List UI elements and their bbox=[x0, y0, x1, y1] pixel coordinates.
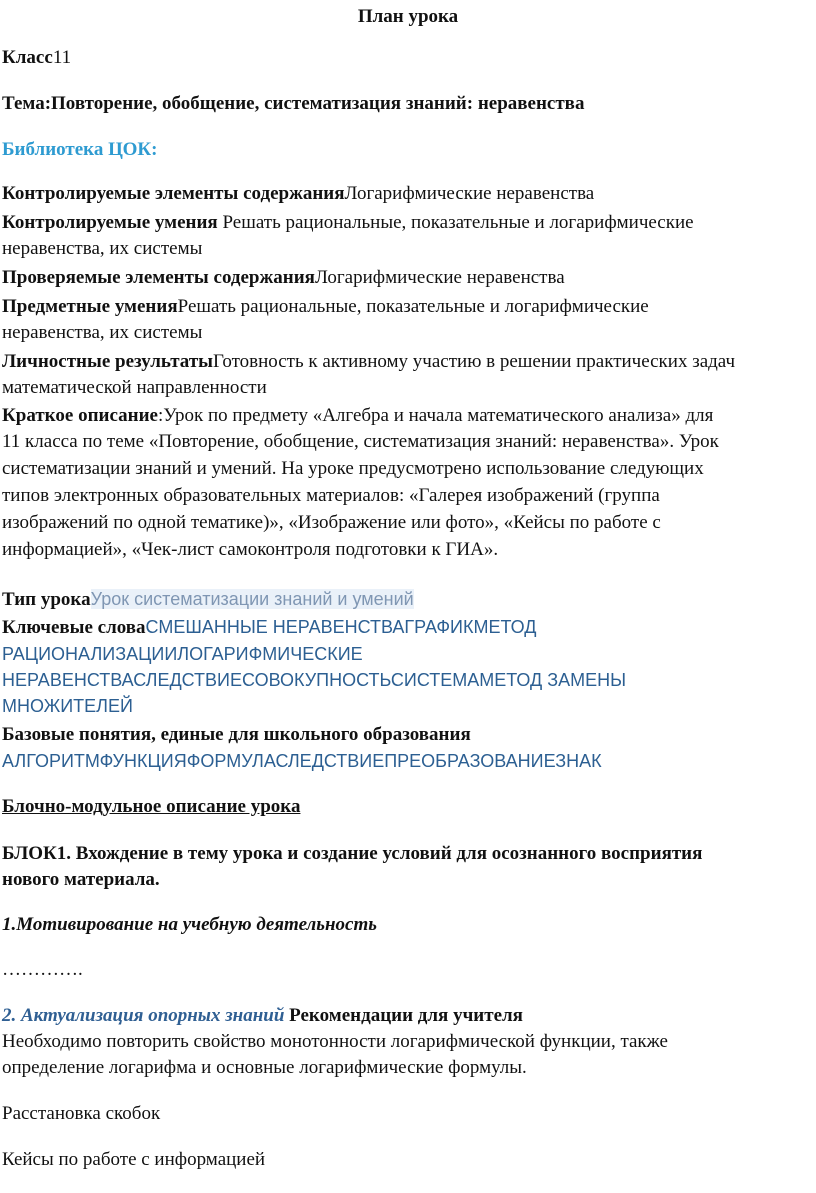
brief-text-3: систематизации знаний и умений. На уроке предусмотрено использование следующих bbox=[2, 458, 704, 479]
brackets-text: Расстановка скобок bbox=[2, 1103, 161, 1124]
controlled-skills-value-1: Решать рациональные, показательные и логарифмические bbox=[222, 212, 694, 233]
brief-line-1 bbox=[2, 403, 713, 429]
brief-text-2: 11 класса по теме «Повторение, обобщение, систематизация знаний: неравенства». Урок bbox=[2, 431, 719, 452]
teacher-rec-text-1: Необходимо повторить свойство монотонности логарифмической функции, также bbox=[2, 1031, 668, 1052]
teacher-rec-text-2: определение логарифма и основные логарифмические формулы. bbox=[2, 1057, 527, 1078]
lesson-type-line bbox=[2, 586, 414, 613]
subject-skills-value-2: неравенства, их системы bbox=[2, 322, 203, 343]
topic-label: Тема: bbox=[2, 93, 52, 114]
brief-text-1: Урок по предмету «Алгебра и начала математического анализа» для bbox=[163, 405, 714, 426]
class-label: Класс bbox=[2, 47, 53, 68]
block1-line-2: нового материала. bbox=[2, 869, 160, 890]
controlled-skills-label: Контролируемые умения bbox=[2, 212, 218, 233]
controlled-skills-line bbox=[2, 210, 694, 236]
subject-skills-line bbox=[2, 294, 649, 320]
brief-text-5: изображений по одной тематике)», «Изображение или фото», «Кейсы по работе с bbox=[2, 512, 661, 533]
teacher-rec-label: Рекомендации для учителя bbox=[289, 1005, 523, 1026]
lesson-type-label: Тип урока bbox=[2, 589, 91, 610]
brief-colon: : bbox=[157, 405, 164, 426]
controlled-skills-value-2: неравенства, их системы bbox=[2, 238, 203, 259]
brief-label: Краткое описание bbox=[2, 405, 158, 426]
module-heading: Блочно-модульное описание урока bbox=[2, 796, 301, 817]
keywords-label: Ключевые слова bbox=[2, 617, 146, 638]
page-title: План урока bbox=[357, 6, 459, 27]
brief-text-4: типов электронных образовательных материалов: «Галерея изображений (группа bbox=[2, 485, 660, 506]
base-concepts-label: Базовые понятия, единые для школьного образования bbox=[2, 724, 471, 745]
topic-value: Повторение, обобщение, систематизация знаний: неравенства bbox=[51, 93, 585, 114]
checked-elements-line bbox=[2, 265, 565, 291]
brief-text-6: информацией», «Чек-лист самоконтроля подготовки к ГИА». bbox=[2, 539, 499, 560]
actualization-heading: 2. Актуализация опорных знаний bbox=[2, 1005, 285, 1026]
keywords-text-2: РАЦИОНАЛИЗАЦИИЛОГАРИФМИЧЕСКИЕ bbox=[2, 644, 363, 664]
personal-results-value-1: Готовность к активному участию в решении практических задач bbox=[213, 351, 736, 372]
keywords-text-4: МНОЖИТЕЛЕЙ bbox=[2, 696, 133, 716]
keywords-line-1 bbox=[2, 614, 536, 641]
motivation-heading: 1.Мотивирование на учебную деятельность bbox=[2, 914, 377, 935]
keywords-text-3: НЕРАВЕНСТВАСЛЕДСТВИЕСОВОКУПНОСТЬСИСТЕМАМЕТОД ЗАМЕНЫ bbox=[2, 670, 627, 690]
base-concepts-value: АЛГОРИТМФУНКЦИЯФОРМУЛАСЛЕДСТВИЕПРЕОБРАЗОВАНИЕЗНАК bbox=[2, 751, 602, 771]
personal-results-line bbox=[2, 349, 735, 375]
checked-elements-value: Логарифмические неравенства bbox=[314, 267, 565, 288]
personal-results-value-2: математической направленности bbox=[2, 377, 267, 398]
ellipsis-text: …………. bbox=[2, 959, 83, 980]
controlled-elements-value: Логарифмические неравенства bbox=[344, 183, 595, 204]
cases-text: Кейсы по работе с информацией bbox=[2, 1149, 266, 1170]
keywords-text-1: СМЕШАННЫЕ НЕРАВЕНСТВАГРАФИКМЕТОД bbox=[145, 617, 537, 637]
lesson-type-value: Урок систематизации знаний и умений bbox=[90, 589, 414, 609]
library-link[interactable]: Библиотека ЦОК: bbox=[2, 139, 158, 160]
actualization-line bbox=[2, 1003, 523, 1029]
topic-line bbox=[2, 91, 584, 117]
subject-skills-value-1: Решать рациональные, показательные и логарифмические bbox=[177, 296, 649, 317]
class-line bbox=[2, 45, 71, 71]
class-value: 11 bbox=[52, 47, 72, 68]
block1-line-1: БЛОК1. Вхождение в тему урока и создание условий для осознанного восприятия bbox=[2, 843, 703, 864]
subject-skills-label: Предметные умения bbox=[2, 296, 178, 317]
personal-results-label: Личностные результаты bbox=[2, 351, 213, 372]
controlled-elements-line bbox=[2, 181, 594, 207]
controlled-elements-label: Контролируемые элементы содержания bbox=[2, 183, 345, 204]
checked-elements-label: Проверяемые элементы содержания bbox=[2, 267, 315, 288]
